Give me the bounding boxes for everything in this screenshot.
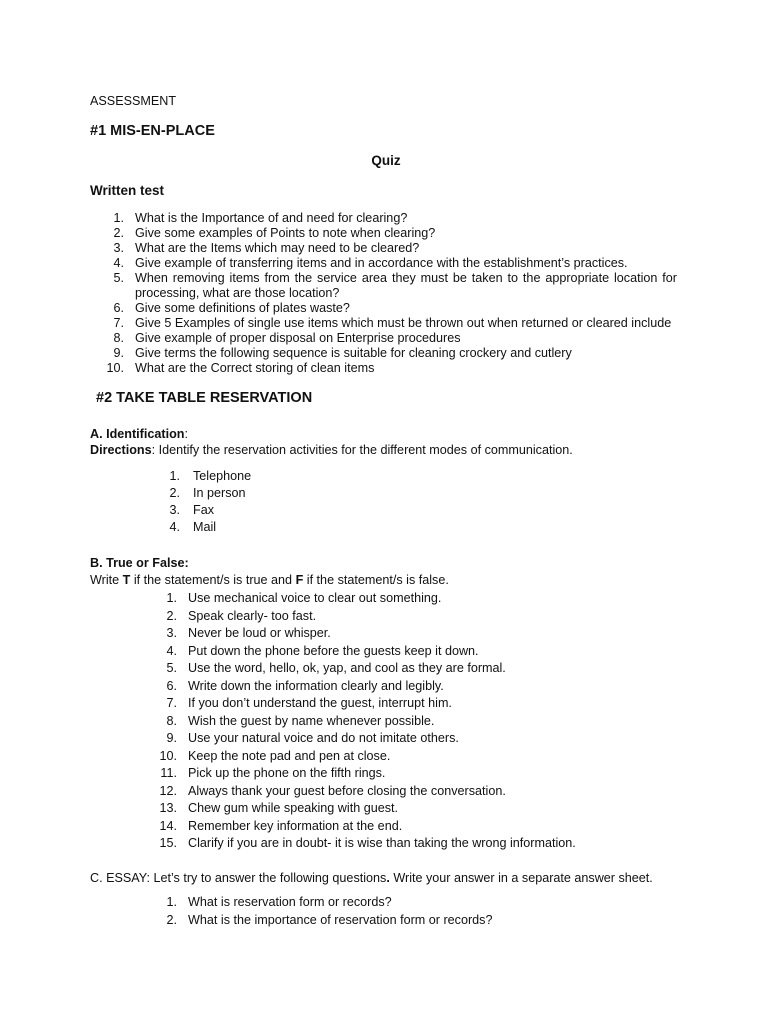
list-item: 4. Put down the phone before the guests keep it down. <box>166 643 479 658</box>
list-item: 2. Speak clearly- too fast. <box>166 608 317 623</box>
part-a-directions: Directions: Identify the reservation activities for the different modes of communication. <box>90 443 573 457</box>
list-item: 15. Clarify if you are in doubt- it is wise than taking the wrong information. <box>159 836 576 850</box>
assessment-header: ASSESSMENT <box>90 94 177 108</box>
list-item: 3. What are the Items which may need to be cleared? <box>113 241 420 255</box>
list-item: 5. Use the word, hello, ok, yap, and cool as they are formal. <box>166 661 506 675</box>
list-item: 1. Telephone <box>169 469 252 483</box>
list-item: 4. Give example of transferring items and in accordance with the establishment’s practices. <box>113 256 628 270</box>
list-item: 6. Write down the information clearly and legibly. <box>166 678 444 693</box>
list-item: 11. Pick up the phone on the fifth rings. <box>160 766 386 780</box>
list-item: 3. Fax <box>169 503 214 517</box>
list-item: 8. Wish the guest by name whenever possible. <box>166 713 435 728</box>
list-item: 12. Always thank your guest before closing the conversation. <box>159 783 506 798</box>
part-b-heading: B. True or False: <box>90 556 189 570</box>
list-item: 7. Give 5 Examples of single use items which must be thrown out when returned or cleared include <box>113 316 672 330</box>
part-c-heading: C. ESSAY: Let’s try to answer the following questions. Write your answer in a separate answer sheet. <box>90 871 653 885</box>
list-item: 3. Never be loud or whisper. <box>166 626 331 640</box>
list-item: 10. What are the Correct storing of clean items <box>106 361 375 375</box>
part-a-heading: A. Identification: <box>90 427 188 441</box>
list-item: 1. Use mechanical voice to clear out something. <box>166 591 442 605</box>
list-item: 9. Give terms the following sequence is suitable for cleaning crockery and cutlery <box>113 346 572 360</box>
list-item: 8. Give example of proper disposal on Enterprise procedures <box>113 331 461 345</box>
list-item: 7. If you don’t understand the guest, interrupt him. <box>166 696 452 710</box>
list-item: 2. What is the importance of reservation form or records? <box>166 912 493 927</box>
list-item: 6. Give some definitions of plates waste? <box>113 301 350 315</box>
part-b-instructions: Write T if the statement/s is true and F if the statement/s is false. <box>90 573 449 587</box>
quiz-label: Quiz <box>371 153 401 168</box>
list-item: 5. When removing items from the service area they must be taken to the appropriate location for processing, what are those location? <box>113 271 677 300</box>
list-item: 10. Keep the note pad and pen at close. <box>159 748 391 763</box>
list-item: 14. Remember key information at the end. <box>159 818 403 833</box>
essay-questions <box>150 894 650 929</box>
list-item: 13. Chew gum while speaking with guest. <box>159 801 399 815</box>
section1-title: #1 MIS-EN-PLACE <box>90 123 215 139</box>
list-item: 9. Use your natural voice and do not imitate others. <box>166 731 459 745</box>
list-item: 1. What is the Importance of and need for clearing? <box>113 211 408 225</box>
list-item: 1. What is reservation form or records? <box>166 895 392 909</box>
true-false-list <box>150 590 650 853</box>
section2-title: #2 TAKE TABLE RESERVATION <box>96 390 313 406</box>
list-item: 2. In person <box>169 486 246 500</box>
written-test-label: Written test <box>90 183 165 198</box>
list-item: 4. Mail <box>169 520 217 534</box>
identification-list <box>150 468 450 536</box>
written-test-questions <box>100 211 680 376</box>
list-item: 2. Give some examples of Points to note when clearing? <box>113 226 436 240</box>
